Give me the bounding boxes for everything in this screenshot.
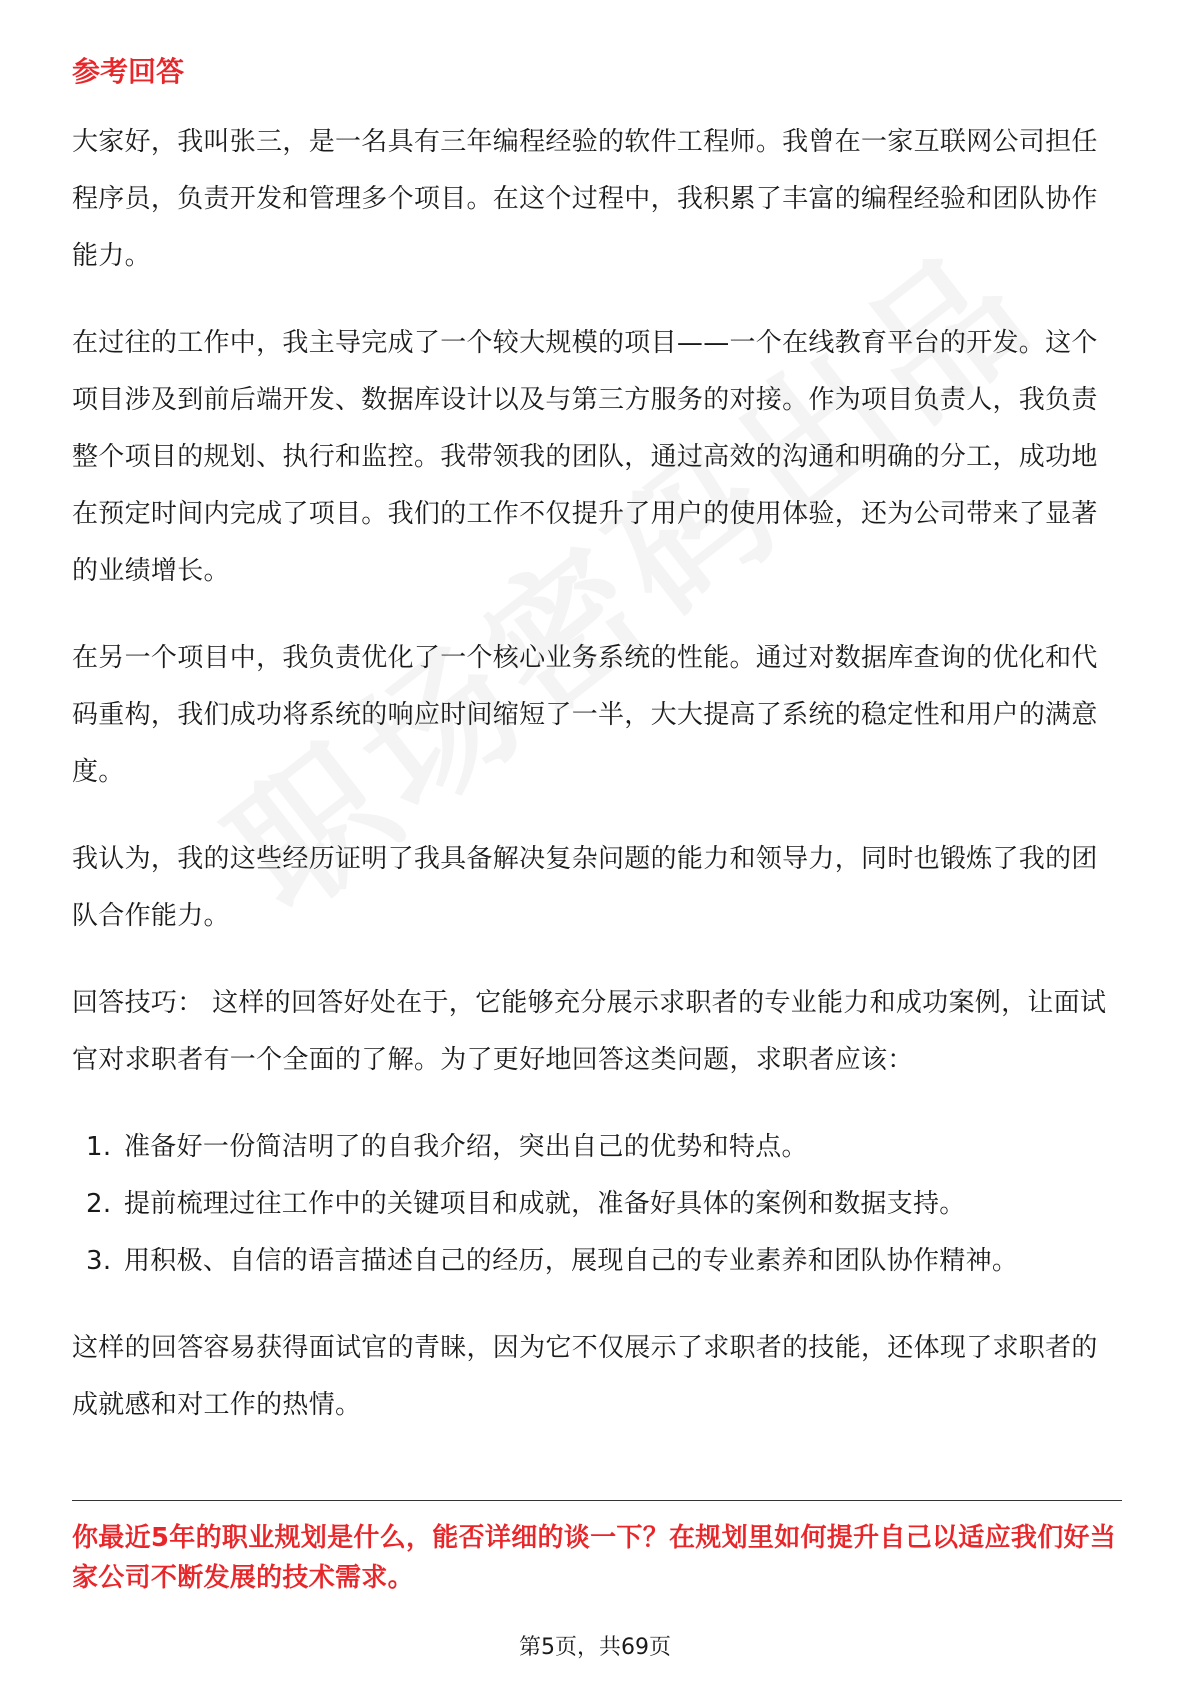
list-item-text: 提前梳理过往工作中的关键项目和成就，准备好具体的案例和数据支持。 (124, 1189, 966, 1219)
paragraph-conclusion: 我认为，我的这些经历证明了我具备解决复杂问题的能力和领导力，同时也锻炼了我的团队合作能力。 (72, 844, 1098, 931)
list-item-text: 用积极、自信的语言描述自己的经历，展现自己的专业素养和团队协作精神。 (124, 1246, 1019, 1276)
paragraph-project-1: 在过往的工作中，我主导完成了一个较大规模的项目——一个在线教育平台的开发。这个项目涉及到前后端开发、数据库设计以及与第三方服务的对接。作为项目负责人，我负责整个项目的规划、执行和监控。我带领我的团队，通过高效的沟通和明确的分工，成功地在预定时间内完成了项目。我们的工作不仅提升了用户的使用体验，还为公司带来了显著的业绩增长。 (72, 328, 1098, 586)
list-item (72, 1233, 1122, 1290)
page-footer: 第5页，共69页 (519, 1635, 671, 1660)
paragraph-intro: 大家好，我叫张三，是一名具有三年编程经验的软件工程师。我曾在一家互联网公司担任程序员，负责开发和管理多个项目。在这个过程中，我积累了丰富的编程经验和团队协作能力。 (72, 127, 1098, 271)
list-item (72, 1176, 1122, 1233)
list-item-text: 准备好一份简洁明了的自我介绍，突出自己的优势和特点。 (124, 1132, 808, 1162)
section-divider (72, 1500, 1122, 1501)
paragraph-closing: 这样的回答容易获得面试官的青睐，因为它不仅展示了求职者的技能，还体现了求职者的成就感和对工作的热情。 (72, 1333, 1098, 1420)
paragraph-project-2: 在另一个项目中，我负责优化了一个核心业务系统的性能。通过对数据库查询的优化和代码重构，我们成功将系统的响应时间缩短了一半，大大提高了系统的稳定性和用户的满意度。 (72, 643, 1098, 787)
list-item-number: 1. (86, 1132, 112, 1162)
list-item (72, 1119, 1122, 1176)
list-item-number: 2. (86, 1189, 112, 1219)
list-item-number: 3. (86, 1246, 112, 1276)
next-question: 你最近5年的职业规划是什么，能否详细的谈一下？在规划里如何提升自己以适应我们好当家公司不断发展的技术需求。 (72, 1523, 1117, 1593)
tips-list (72, 1119, 1122, 1290)
paragraph-tips-intro: 回答技巧： 这样的回答好处在于，它能够充分展示求职者的专业能力和成功案例，让面试官对求职者有一个全面的了解。为了更好地回答这类问题，求职者应该： (72, 988, 1107, 1075)
section-heading: 参考回答 (72, 55, 185, 88)
answer-section (72, 52, 1122, 1464)
